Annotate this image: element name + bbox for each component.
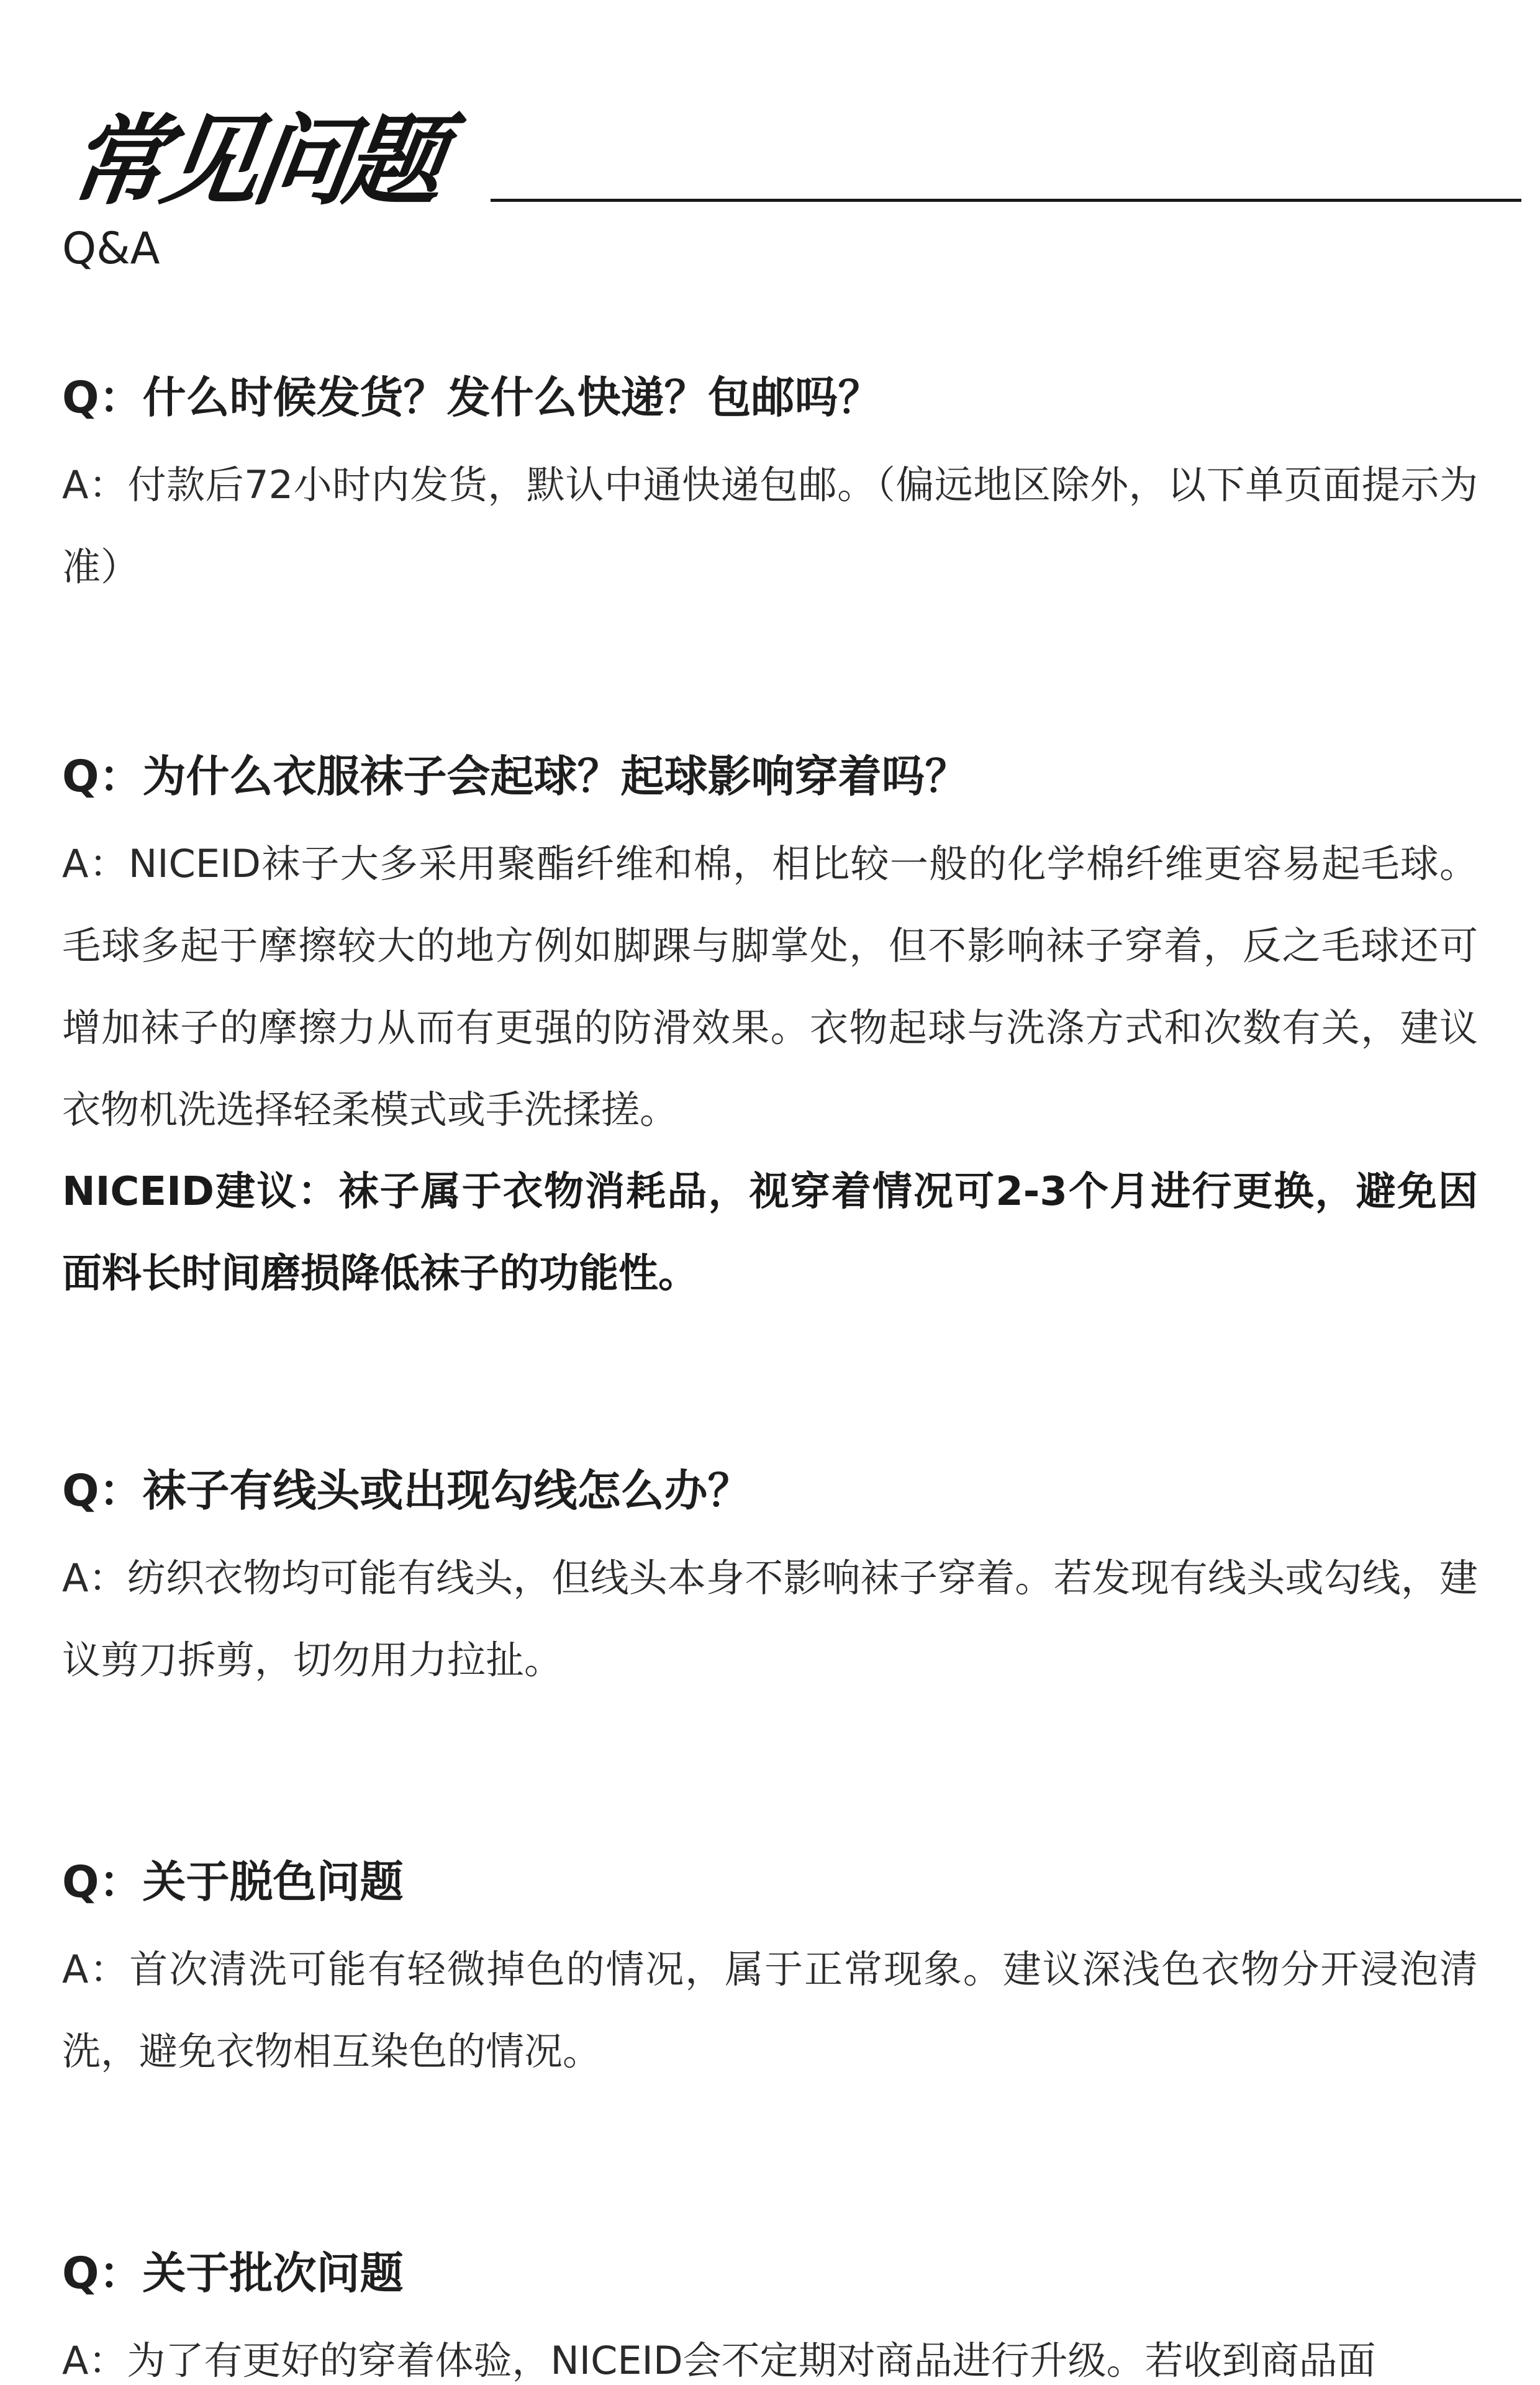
faq-answer: A：为了有更好的穿着体验，NICEID会不定期对商品进行升级。若收到商品面 — [62, 2338, 1376, 2383]
faq-header — [62, 106, 1478, 279]
faq-question: Q：为什么衣服袜子会起球？起球影响穿着吗？ — [62, 751, 969, 802]
faq-question: Q：什么时候发货？发什么快递？包邮吗？ — [62, 372, 882, 423]
title-divider — [491, 199, 1521, 202]
faq-answer: A：首次清洗可能有轻微掉色的情况，属于正常现象。建议深浅色衣物分开浸泡清洗，避免衣物相互染色的情况。 — [62, 1947, 1478, 2074]
faq-question: Q：袜子有线头或出现勾线怎么办？ — [62, 1465, 751, 1516]
faq-item-pilling — [62, 745, 1478, 1315]
faq-answer: A：NICEID袜子大多采用聚酯纤维和棉，相比较一般的化学棉纤维更容易起毛球。毛球多起于摩擦较大的地方例如脚踝与脚掌处，但不影响袜子穿着，反之毛球还可增加袜子的摩擦力从而有更强的防滑效果。衣物起球与洗涤方式和次数有关，建议衣物机洗选择轻柔模式或手洗揉搓。 — [62, 841, 1478, 1132]
faq-answer: A：付款后72小时内发货，默认中通快递包邮。（偏远地区除外，以下单页面提示为准） — [62, 462, 1478, 589]
faq-item-loose-threads — [62, 1460, 1478, 1701]
faq-item-batch — [62, 2242, 1478, 2385]
faq-item-shipping — [62, 366, 1478, 608]
faq-note: NICEID建议：袜子属于衣物消耗品，视穿着情况可2-3个月进行更换，避免因面料长时间磨损降低袜子的功能性。 — [62, 1169, 1478, 1297]
faq-answer: A：纺织衣物均可能有线头，但线头本身不影响袜子穿着。若发现有线头或勾线，建议剪刀拆剪，切勿用力拉扯。 — [62, 1555, 1478, 1683]
page-subtitle: Q&A — [62, 223, 160, 274]
faq-question: Q：关于脱色问题 — [62, 1856, 404, 1907]
faq-question: Q：关于批次问题 — [62, 2248, 404, 2299]
page-title: 常见问题 — [61, 104, 446, 219]
faq-item-color-fading — [62, 1851, 1478, 2092]
